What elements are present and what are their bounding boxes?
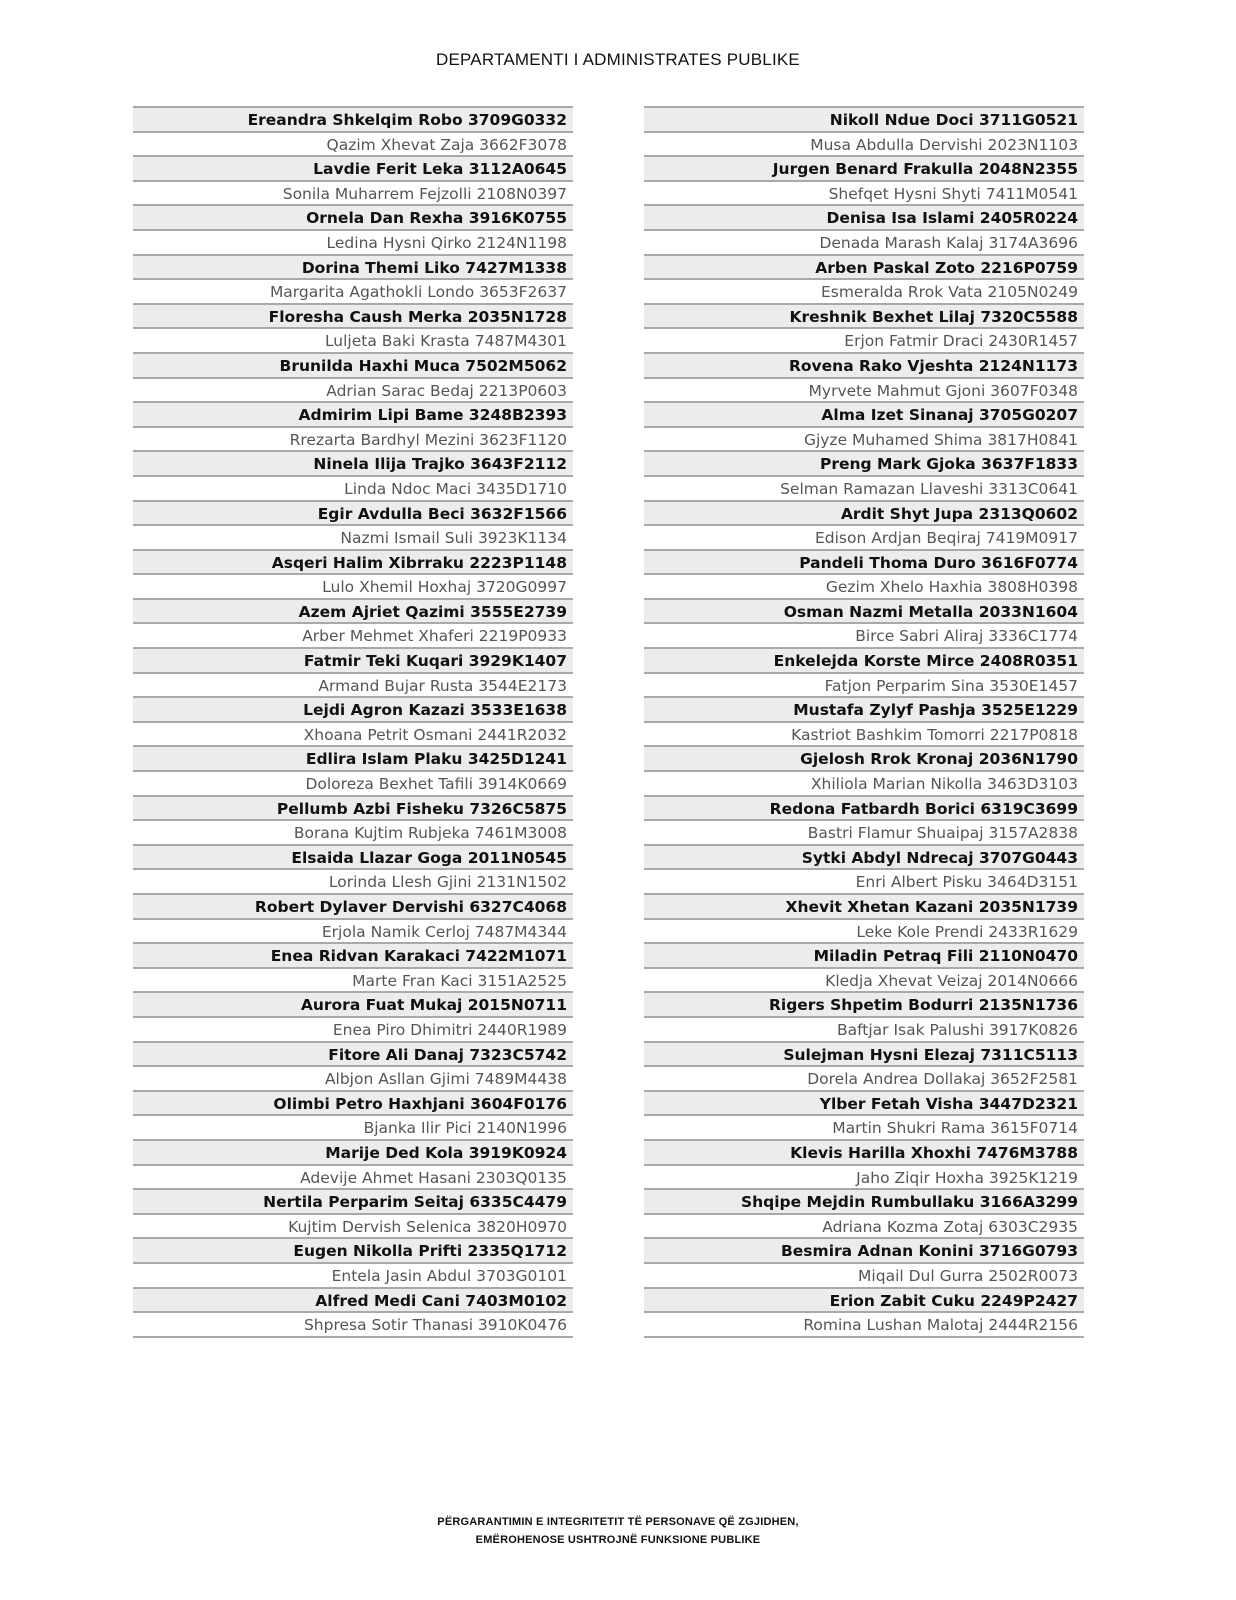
list-item [133, 354, 573, 379]
left-name-list [133, 106, 573, 1338]
list-item-text: Armand Bujar Rusta 3544E2173 [318, 676, 567, 695]
list-item [133, 600, 573, 625]
list-item [644, 772, 1084, 797]
list-item-text: Gjelosh Rrok Kronaj 2036N1790 [800, 750, 1078, 769]
list-item-text: Birce Sabri Aliraj 3336C1774 [855, 627, 1078, 646]
list-item [644, 575, 1084, 600]
list-item [644, 182, 1084, 207]
list-item-text: Bastri Flamur Shuaipaj 3157A2838 [807, 824, 1078, 843]
list-item-text: Gezim Xhelo Haxhia 3808H0398 [825, 578, 1078, 597]
list-item-text: Albjon Asllan Gjimi 7489M4438 [324, 1070, 567, 1089]
list-item-text: Myrvete Mahmut Gjoni 3607F0348 [808, 381, 1078, 400]
list-item-text: Adrian Sarac Bedaj 2213P0603 [326, 381, 567, 400]
list-item [133, 1289, 573, 1314]
list-item-text: Borana Kujtim Rubjeka 7461M3008 [293, 824, 567, 843]
list-item-text: Adriana Kozma Zotaj 6303C2935 [822, 1217, 1078, 1236]
list-item-text: Alfred Medi Cani 7403M0102 [315, 1291, 567, 1310]
list-item [133, 821, 573, 846]
list-item-text: Luljeta Baki Krasta 7487M4301 [324, 332, 567, 351]
list-item [644, 428, 1084, 453]
list-item [133, 231, 573, 256]
list-item [644, 157, 1084, 182]
list-item-text: Ornela Dan Rexha 3916K0755 [306, 209, 567, 228]
list-item-text: Nazmi Ismail Suli 3923K1134 [340, 529, 567, 548]
page-title: DEPARTAMENTI I ADMINISTRATES PUBLIKE [436, 50, 800, 69]
list-item [133, 1264, 573, 1289]
list-item-text: Qazim Xhevat Zaja 3662F3078 [326, 135, 567, 154]
list-item-text: Lorinda Llesh Gjini 2131N1502 [328, 873, 567, 892]
list-item [644, 600, 1084, 625]
list-item-text: Eugen Nikolla Prifti 2335Q1712 [293, 1242, 567, 1261]
list-item-text: Nertila Perparim Seitaj 6335C4479 [263, 1193, 567, 1212]
right-name-list [644, 106, 1084, 1338]
list-item-text: Shefqet Hysni Shyti 7411M0541 [828, 184, 1078, 203]
list-item-text: Fitore Ali Danaj 7323C5742 [328, 1045, 567, 1064]
list-item [133, 747, 573, 772]
list-item-text: Lejdi Agron Kazazi 3533E1638 [303, 701, 567, 720]
list-item [133, 772, 573, 797]
list-item-text: Erjola Namik Cerloj 7487M4344 [321, 922, 567, 941]
list-item-text: Jaho Ziqir Hoxha 3925K1219 [856, 1168, 1078, 1187]
list-item-text: Kujtim Dervish Selenica 3820H0970 [288, 1217, 567, 1236]
list-item-text: Fatmir Teki Kuqari 3929K1407 [303, 652, 567, 671]
list-item-text: Besmira Adnan Konini 3716G0793 [780, 1242, 1078, 1261]
list-item [644, 133, 1084, 158]
list-item-text: Pellumb Azbi Fisheku 7326C5875 [276, 799, 567, 818]
list-item [133, 1166, 573, 1191]
list-item [133, 182, 573, 207]
list-item [133, 526, 573, 551]
list-item [133, 1116, 573, 1141]
list-item-text: Lulo Xhemil Hoxhaj 3720G0997 [322, 578, 567, 597]
list-item-text: Marije Ded Kola 3919K0924 [325, 1143, 567, 1162]
list-item [133, 206, 573, 231]
list-item-text: Enea Piro Dhimitri 2440R1989 [332, 1020, 567, 1039]
list-item [133, 1067, 573, 1092]
list-item [644, 452, 1084, 477]
list-item [644, 1289, 1084, 1314]
list-item-text: Ledina Hysni Qirko 2124N1198 [326, 233, 567, 252]
list-item-text: Brunilda Haxhi Muca 7502M5062 [279, 356, 567, 375]
list-item [644, 329, 1084, 354]
list-item-text: Lavdie Ferit Leka 3112A0645 [313, 160, 567, 179]
list-item [644, 1239, 1084, 1264]
list-item-text: Leke Kole Prendi 2433R1629 [856, 922, 1078, 941]
list-item-text: Enkelejda Korste Mirce 2408R0351 [773, 652, 1078, 671]
list-item-text: Rigers Shpetim Bodurri 2135N1736 [768, 996, 1078, 1015]
list-item [133, 870, 573, 895]
list-item [644, 698, 1084, 723]
list-item-text: Sonila Muharrem Fejzolli 2108N0397 [282, 184, 567, 203]
list-item [644, 895, 1084, 920]
list-item [133, 157, 573, 182]
list-item [644, 1141, 1084, 1166]
list-item [133, 477, 573, 502]
list-item [644, 920, 1084, 945]
list-item-text: Gjyze Muhamed Shima 3817H0841 [803, 430, 1078, 449]
list-item-text: Margarita Agathokli Londo 3653F2637 [269, 283, 567, 302]
list-item [644, 403, 1084, 428]
list-item-text: Enea Ridvan Karakaci 7422M1071 [270, 947, 567, 966]
list-item-text: Miladin Petraq Fili 2110N0470 [813, 947, 1078, 966]
list-item [133, 1215, 573, 1240]
list-item [644, 280, 1084, 305]
list-item-text: Klevis Harilla Xhoxhi 7476M3788 [790, 1143, 1078, 1162]
list-item-text: Rrezarta Bardhyl Mezini 3623F1120 [289, 430, 567, 449]
list-item [644, 993, 1084, 1018]
list-item-text: Miqail Dul Gurra 2502R0073 [858, 1266, 1078, 1285]
list-item [644, 256, 1084, 281]
list-item-text: Sulejman Hysni Elezaj 7311C5113 [783, 1045, 1078, 1064]
list-item [133, 1043, 573, 1068]
list-item [644, 1166, 1084, 1191]
list-item [133, 846, 573, 871]
list-item-text: Osman Nazmi Metalla 2033N1604 [783, 602, 1078, 621]
list-item [644, 1190, 1084, 1215]
list-item-text: Egir Avdulla Beci 3632F1566 [317, 504, 567, 523]
list-item [644, 821, 1084, 846]
list-item [133, 1313, 573, 1338]
list-item-text: Pandeli Thoma Duro 3616F0774 [799, 553, 1078, 572]
list-item [644, 526, 1084, 551]
list-item [133, 1018, 573, 1043]
list-item [644, 551, 1084, 576]
footer [0, 1513, 1236, 1549]
list-item-text: Floresha Caush Merka 2035N1728 [268, 307, 567, 326]
list-item-text: Xhiliola Marian Nikolla 3463D3103 [810, 775, 1078, 794]
list-item-text: Asqeri Halim Xibrraku 2223P1148 [271, 553, 567, 572]
list-item [644, 747, 1084, 772]
list-item-text: Linda Ndoc Maci 3435D1710 [344, 479, 567, 498]
footer-line-2: EMËROHENOSE USHTROJNË FUNKSIONE PUBLIKE [475, 1534, 761, 1546]
list-item [644, 649, 1084, 674]
list-item [133, 969, 573, 994]
list-item-text: Redona Fatbardh Borici 6319C3699 [769, 799, 1078, 818]
list-item [133, 1141, 573, 1166]
list-item-text: Doloreza Bexhet Tafili 3914K0669 [305, 775, 567, 794]
list-item [644, 1313, 1084, 1338]
list-item-text: Nikoll Ndue Doci 3711G0521 [829, 111, 1078, 129]
list-item [133, 1190, 573, 1215]
list-item [133, 723, 573, 748]
list-item [133, 797, 573, 822]
list-item-text: Mustafa Zylyf Pashja 3525E1229 [793, 701, 1078, 720]
list-item [133, 280, 573, 305]
list-item [644, 1215, 1084, 1240]
list-item-text: Ardit Shyt Jupa 2313Q0602 [840, 504, 1078, 523]
list-item [644, 305, 1084, 330]
list-item [133, 108, 573, 133]
list-item-text: Edison Ardjan Beqiraj 7419M0917 [814, 529, 1078, 548]
list-item-text: Adevije Ahmet Hasani 2303Q0135 [300, 1168, 567, 1187]
list-item [644, 502, 1084, 527]
list-item-text: Shpresa Sotir Thanasi 3910K0476 [303, 1316, 567, 1335]
list-item-text: Azem Ajriet Qazimi 3555E2739 [298, 602, 567, 621]
list-item-text: Selman Ramazan Llaveshi 3313C0641 [780, 479, 1078, 498]
list-item-text: Arber Mehmet Xhaferi 2219P0933 [302, 627, 567, 646]
list-item [133, 256, 573, 281]
list-item [644, 1092, 1084, 1117]
list-item [644, 206, 1084, 231]
list-item [644, 231, 1084, 256]
list-item-text: Ereandra Shkelqim Robo 3709G0332 [247, 111, 567, 129]
list-item [133, 329, 573, 354]
list-item-text: Romina Lushan Malotaj 2444R2156 [803, 1316, 1078, 1335]
list-item [133, 575, 573, 600]
list-item-text: Martin Shukri Rama 3615F0714 [832, 1119, 1078, 1138]
list-item-text: Musa Abdulla Dervishi 2023N1103 [810, 135, 1078, 154]
list-item-text: Baftjar Isak Palushi 3917K0826 [836, 1020, 1078, 1039]
list-item [133, 944, 573, 969]
list-item [644, 1043, 1084, 1068]
list-item-text: Dorela Andrea Dollakaj 3652F2581 [807, 1070, 1078, 1089]
footer-line-1: PËRGARANTIMIN E INTEGRITETIT TË PERSONAVE QË ZGJIDHEN, [437, 1516, 799, 1528]
list-item [133, 551, 573, 576]
list-item [644, 354, 1084, 379]
list-item [133, 674, 573, 699]
list-item-text: Arben Paskal Zoto 2216P0759 [815, 258, 1078, 277]
list-item [644, 379, 1084, 404]
list-item-text: Shqipe Mejdin Rumbullaku 3166A3299 [740, 1193, 1078, 1212]
list-item-text: Erjon Fatmir Draci 2430R1457 [844, 332, 1078, 351]
list-item [133, 403, 573, 428]
list-item-text: Elsaida Llazar Goga 2011N0545 [291, 848, 567, 867]
list-item-text: Denisa Isa Islami 2405R0224 [826, 209, 1078, 228]
list-item [644, 108, 1084, 133]
list-item [644, 1116, 1084, 1141]
list-item [133, 895, 573, 920]
list-item-text: Esmeralda Rrok Vata 2105N0249 [820, 283, 1078, 302]
list-item-text: Kreshnik Bexhet Lilaj 7320C5588 [789, 307, 1078, 326]
list-item [133, 133, 573, 158]
list-item [133, 624, 573, 649]
list-item [644, 797, 1084, 822]
list-item-text: Jurgen Benard Frakulla 2048N2355 [772, 160, 1078, 179]
list-item [644, 674, 1084, 699]
list-item-text: Fatjon Perparim Sina 3530E1457 [824, 676, 1078, 695]
list-item [133, 452, 573, 477]
list-item [644, 477, 1084, 502]
list-item-text: Alma Izet Sinanaj 3705G0207 [821, 406, 1078, 425]
list-item-text: Sytki Abdyl Ndrecaj 3707G0443 [801, 848, 1078, 867]
list-item-text: Dorina Themi Liko 7427M1338 [301, 258, 567, 277]
list-item-text: Ylber Fetah Visha 3447D2321 [819, 1094, 1078, 1113]
list-item [133, 698, 573, 723]
list-item-text: Aurora Fuat Mukaj 2015N0711 [300, 996, 567, 1015]
list-item [644, 870, 1084, 895]
list-item-text: Ninela Ilija Trajko 3643F2112 [313, 455, 567, 474]
list-item [133, 428, 573, 453]
list-item [133, 379, 573, 404]
list-item-text: Entela Jasin Abdul 3703G0101 [331, 1266, 567, 1285]
list-item [644, 846, 1084, 871]
list-item [133, 305, 573, 330]
list-item-text: Preng Mark Gjoka 3637F1833 [820, 455, 1078, 474]
list-item [644, 969, 1084, 994]
list-item [133, 920, 573, 945]
list-item-text: Admirim Lipi Bame 3248B2393 [298, 406, 567, 425]
list-item-text: Rovena Rako Vjeshta 2124N1173 [788, 356, 1078, 375]
list-item [133, 649, 573, 674]
list-item-text: Denada Marash Kalaj 3174A3696 [819, 233, 1078, 252]
list-item [644, 944, 1084, 969]
list-item [133, 1092, 573, 1117]
list-item [644, 1018, 1084, 1043]
list-item [644, 1067, 1084, 1092]
list-item [644, 723, 1084, 748]
list-item-text: Olimbi Petro Haxhjani 3604F0176 [273, 1094, 567, 1113]
list-item-text: Bjanka Ilir Pici 2140N1996 [363, 1119, 567, 1138]
list-item [133, 993, 573, 1018]
list-item-text: Marte Fran Kaci 3151A2525 [352, 971, 567, 990]
list-item-text: Kastriot Bashkim Tomorri 2217P0818 [791, 725, 1078, 744]
list-item [133, 1239, 573, 1264]
list-item [644, 1264, 1084, 1289]
list-item-text: Edlira Islam Plaku 3425D1241 [305, 750, 567, 769]
list-item-text: Kledja Xhevat Veizaj 2014N0666 [825, 971, 1078, 990]
list-item-text: Xhoana Petrit Osmani 2441R2032 [303, 725, 567, 744]
list-item-text: Xhevit Xhetan Kazani 2035N1739 [785, 898, 1078, 916]
list-item [644, 624, 1084, 649]
list-item-text: Robert Dylaver Dervishi 6327C4068 [254, 898, 567, 916]
list-item-text: Erion Zabit Cuku 2249P2427 [829, 1291, 1078, 1310]
list-item [133, 502, 573, 527]
list-item-text: Enri Albert Pisku 3464D3151 [855, 873, 1078, 892]
